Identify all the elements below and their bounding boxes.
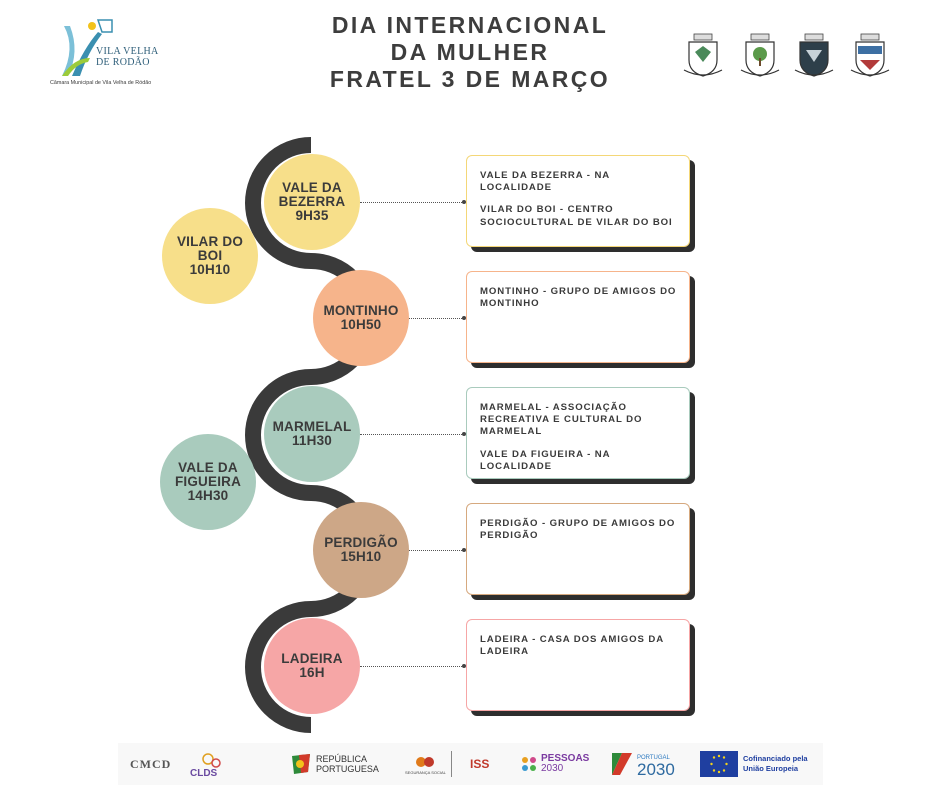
- pessoas-icon: [520, 755, 538, 773]
- seguranca-text: SEGURANÇA SOCIAL: [405, 769, 446, 775]
- republica-line2: PORTUGUESA: [316, 764, 379, 774]
- card-text: PERDIGÃO - GRUPO DE AMIGOS DO PERDIGÃO: [480, 518, 676, 542]
- eu-flag-icon: [700, 751, 738, 777]
- cmcd-text: CMCD: [130, 756, 172, 771]
- card-text: VALE DA BEZERRA - NA LOCALIDADE: [480, 170, 610, 194]
- republica-portuguesa-logo: [290, 743, 379, 785]
- stop-place: MARMELAL: [272, 419, 352, 434]
- clds-text: CLDS: [190, 768, 218, 779]
- stop-vale-da-bezerra: [264, 154, 360, 250]
- connector-line: [409, 318, 464, 319]
- title-line-3: FRATEL 3 DE MARÇO: [329, 66, 611, 92]
- stop-perdigao: [313, 502, 409, 598]
- title-line-1: DIA INTERNACIONAL: [331, 12, 609, 38]
- info-card-4: [466, 503, 690, 595]
- card-text: MARMELAL - ASSOCIAÇÃO RECREATIVA E CULTURAL DO MARMELAL: [480, 402, 643, 438]
- info-card-5: [466, 619, 690, 711]
- republica-line1: REPÚBLICA: [316, 754, 368, 764]
- stop-time: 9H35: [295, 208, 329, 223]
- eu-line2: União Europeia: [743, 764, 799, 773]
- stop-vilar-do-boi: [162, 208, 258, 304]
- stop-time: 10H50: [340, 317, 382, 332]
- stop-montinho: [313, 270, 409, 366]
- iss-logo: [470, 743, 489, 785]
- stop-time: 11H30: [291, 433, 333, 448]
- pessoas-year: 2030: [541, 763, 564, 774]
- stop-place: PERDIGÃO: [324, 535, 398, 550]
- stop-vale-da-figueira: [160, 434, 256, 530]
- stop-ladeira: [264, 618, 360, 714]
- portugal-year: 2030: [637, 760, 675, 779]
- info-card-3: [466, 387, 690, 479]
- portugal-2030-icon: [610, 751, 634, 777]
- pessoas-2030-logo: [520, 743, 589, 785]
- seguranca-social-icon: [414, 754, 436, 770]
- republica-flag-icon: [290, 752, 312, 776]
- card-text: MONTINHO - GRUPO DE AMIGOS DO MONTINHO: [480, 286, 677, 310]
- info-card-1: [466, 155, 690, 247]
- eu-logo: [700, 743, 808, 785]
- portugal-2030-logo: [610, 743, 675, 785]
- clds-logo: [188, 743, 228, 785]
- pessoas-text: PESSOAS: [541, 753, 590, 764]
- card-text: VILAR DO BOI - CENTRO SOCIOCULTURAL DE VILAR DO BOI: [480, 204, 673, 228]
- connector-line: [360, 434, 464, 435]
- portugal-text: PORTUGAL: [637, 755, 670, 761]
- info-card-2: [466, 271, 690, 363]
- card-text: LADEIRA - CASA DOS AMIGOS DA LADEIRA: [480, 634, 664, 658]
- iss-text: ISS: [470, 757, 490, 771]
- logo-subtitle: Câmara Municipal de Vila Velha de Ródão: [50, 80, 152, 86]
- stop-place: LADEIRA: [281, 651, 343, 666]
- logo-name-line2: DE RODÃO: [96, 57, 150, 68]
- logo-name-line1: VILA VELHA: [96, 46, 159, 57]
- sponsor-footer: [118, 743, 823, 785]
- divider: [451, 751, 452, 777]
- stop-time: 15H10: [340, 549, 382, 564]
- stop-place: VALE DA FIGUEIRA: [174, 460, 242, 489]
- stop-place: MONTINHO: [323, 303, 399, 318]
- stop-place: VILAR DO BOI: [176, 234, 244, 263]
- stop-marmelal: [264, 386, 360, 482]
- clds-icon: [188, 749, 228, 779]
- connector-line: [360, 666, 464, 667]
- card-text: VALE DA FIGUEIRA - NA LOCALIDADE: [480, 448, 611, 472]
- connector-line: [360, 202, 464, 203]
- title-line-2: DA MULHER: [390, 39, 550, 65]
- cmcd-logo: [130, 743, 171, 785]
- stop-time: 10H10: [189, 262, 231, 277]
- eu-line1: Cofinanciado pela: [743, 754, 808, 763]
- stop-time: 16H: [299, 665, 325, 680]
- stop-time: 14H30: [187, 488, 229, 503]
- seguranca-social-logo: [405, 743, 446, 785]
- stop-place: VALE DA BEZERRA: [278, 180, 346, 209]
- connector-line: [409, 550, 464, 551]
